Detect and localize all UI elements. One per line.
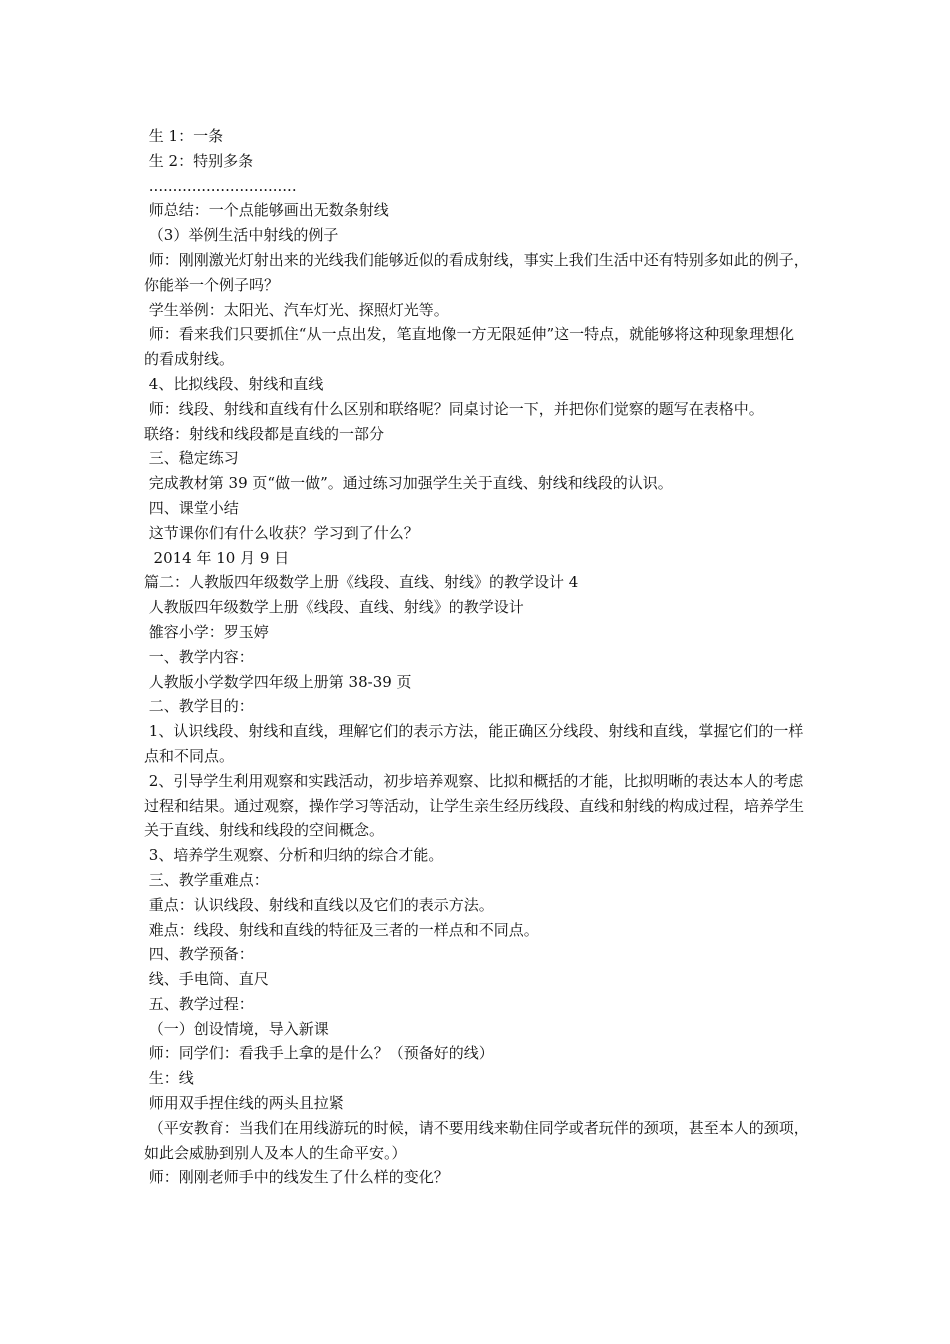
paragraph: 师用双手捏住线的两头且拉紧 xyxy=(144,1094,344,1113)
paragraph: 重点：认识线段、射线和直线以及它们的表示方法。 xyxy=(144,895,494,914)
section-heading: 四、教学预备： xyxy=(144,945,254,964)
paragraph: 联络：射线和线段都是直线的一部分 xyxy=(144,424,385,443)
paragraph: （一）创设情境，导入新课 xyxy=(144,1019,329,1038)
paragraph: 学生举例：太阳光、汽车灯光、探照灯光等。 xyxy=(144,300,449,319)
document-body xyxy=(144,124,809,1190)
paragraph: 师总结：一个点能够画出无数条射线 xyxy=(144,201,389,220)
paragraph: ............................... xyxy=(144,176,297,195)
paragraph: （3）举例生活中射线的例子 xyxy=(144,226,339,245)
date-line: 2014 年 10 月 9 日 xyxy=(144,548,290,567)
paragraph: 这节课你们有什么收获？学习到了什么？ xyxy=(144,523,419,542)
paragraph: 线、手电筒、直尺 xyxy=(144,970,269,989)
paragraph: 完成教材第 39 页“做一做”。通过练习加强学生关于直线、射线和线段的认识。 xyxy=(144,474,673,493)
paragraph: 师：线段、射线和直线有什么区别和联络呢？同桌讨论一下，并把你们觉察的题写在表格中。 xyxy=(144,399,764,418)
paragraph: 难点：线段、射线和直线的特征及三者的一样点和不同点。 xyxy=(144,920,539,939)
paragraph: 师：刚刚激光灯射出来的光线我们能够近似的看成射线，事实上我们生活中还有特别多如此的例子，你能举一个例子吗？ xyxy=(144,250,809,294)
paragraph: 师：刚刚老师手中的线发生了什么样的变化？ xyxy=(144,1168,449,1187)
paragraph: 4、比拟线段、射线和直线 xyxy=(144,374,324,393)
paragraph: 师：看来我们只要抓住“从一点出发，笔直地像一方无限延伸”这一特点，就能够将这种现象理想化的看成射线。 xyxy=(144,325,795,369)
paragraph: 生 2：特别多条 xyxy=(144,151,254,170)
paragraph: 师：同学们：看我手上拿的是什么？（预备好的线） xyxy=(144,1044,494,1063)
document-title: 人教版四年级数学上册《线段、直线、射线》的教学设计 xyxy=(144,598,524,617)
article-title: 篇二：人教版四年级数学上册《线段、直线、射线》的教学设计 4 xyxy=(144,573,579,592)
paragraph: 人教版小学数学四年级上册第 38-39 页 xyxy=(144,672,412,691)
paragraph: 3、培养学生观察、分析和归纳的综合才能。 xyxy=(144,846,444,865)
paragraph: 1、认识线段、射线和直线，理解它们的表示方法，能正确区分线段、射线和直线，掌握它们的一样点和不同点。 xyxy=(144,722,804,765)
section-heading: 五、教学过程： xyxy=(144,994,254,1013)
section-heading: 三、教学重难点： xyxy=(144,870,269,889)
section-heading: 一、教学内容： xyxy=(144,647,254,666)
paragraph: （平安教育：当我们在用线游玩的时候，请不要用线来勒住同学或者玩伴的颈项，甚至本人的颈项，如此会威胁到别人及本人的生命平安。） xyxy=(144,1118,809,1162)
paragraph: 2、引导学生利用观察和实践活动，初步培养观察、比拟和概括的才能，比拟明晰的表达本人的考虑过程和结果。通过观察，操作学习等活动，让学生亲生经历线段、直线和射线的构成过程，培养学生关于直线、射线和线段的空间概念。 xyxy=(144,771,805,840)
section-heading: 四、课堂小结 xyxy=(144,498,239,517)
section-heading: 二、教学目的： xyxy=(144,697,254,716)
section-heading: 三、稳定练习 xyxy=(144,449,239,468)
author-line: 雒容小学：罗玉婷 xyxy=(144,622,269,641)
paragraph: 生：线 xyxy=(144,1069,194,1088)
paragraph: 生 1：一条 xyxy=(144,127,224,145)
